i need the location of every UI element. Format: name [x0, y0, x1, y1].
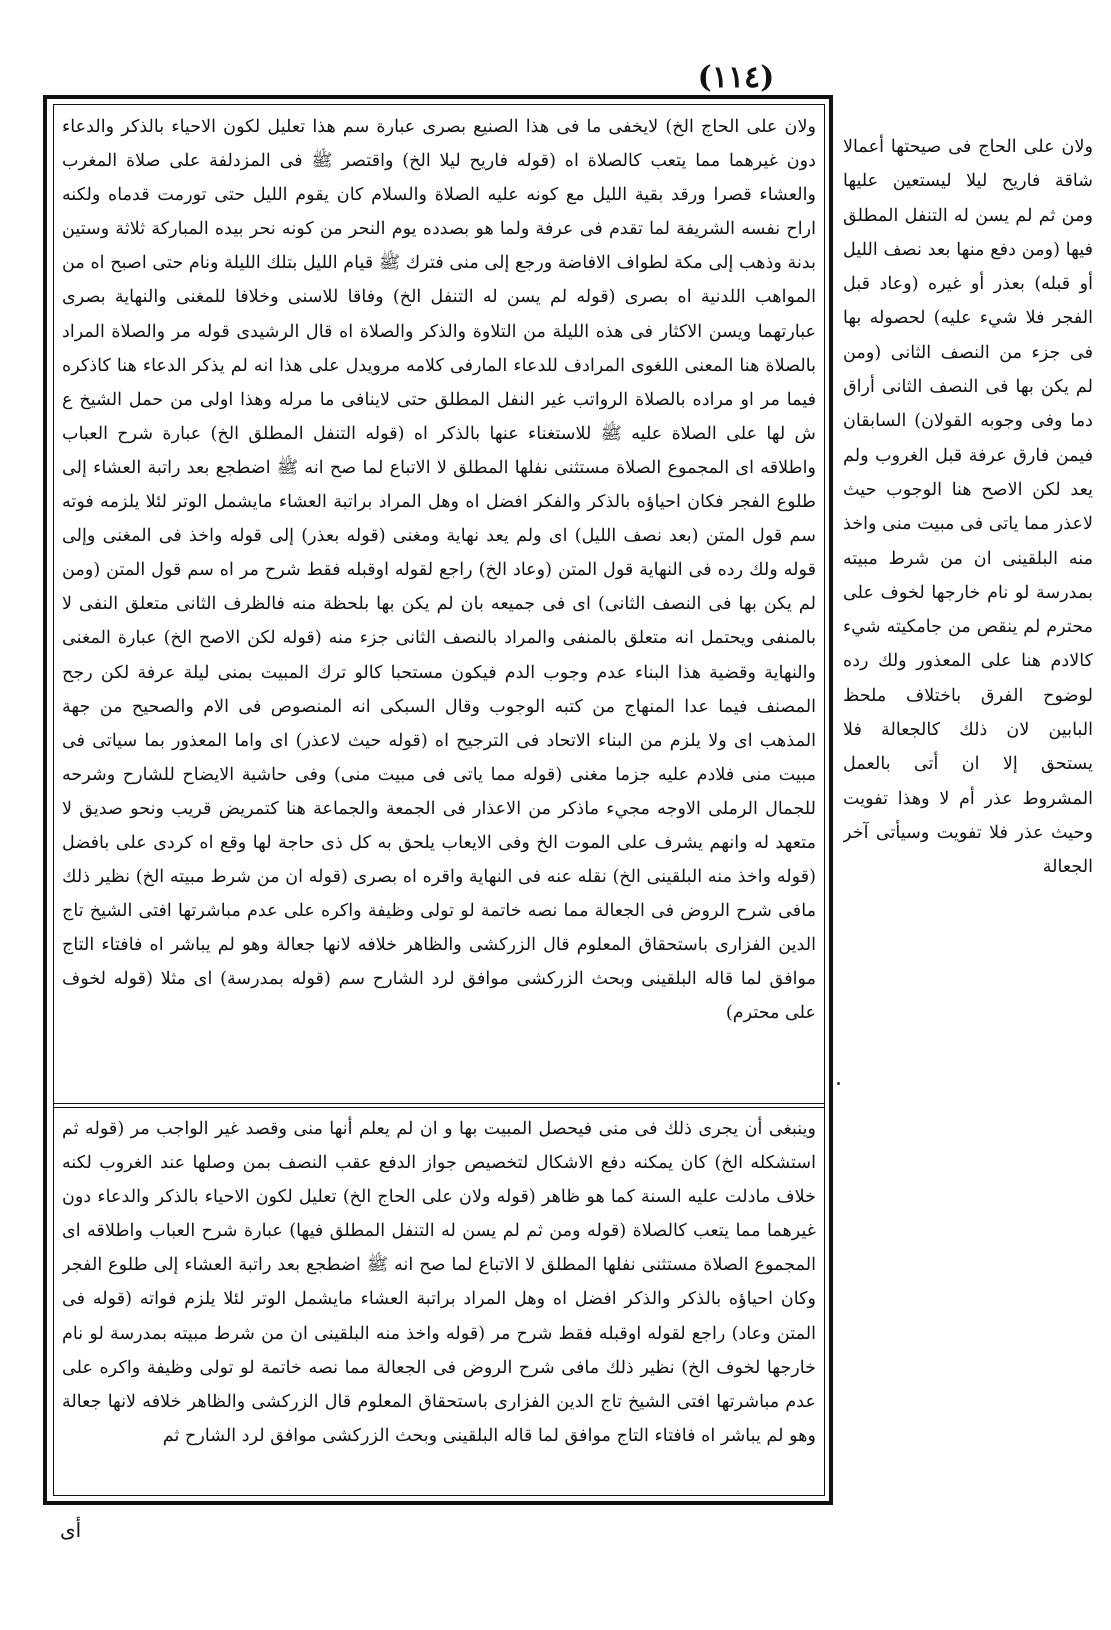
page-number: (١١٤)	[697, 60, 775, 95]
footnote-separator-line	[53, 1103, 825, 1104]
margin-base-text: ولان على الحاج فى صيحتها أعمالا شاقة فاريح ليلا ليستعين عليها ومن ثم لم يسن له التنفل المطلق فيها (ومن دفع منها بعد نصف الليل أو قبله) بعذر أو غيره (وعاد قبل الفجر فلا شيء عليه) لحصوله بها فى جزء من النصف الثانى (ومن لم يكن بها فى النصف الثانى أراق دما وفى وجوبه القولان) السابقان فيمن فارق عرفة قبل الغروب ولم يعد لكن الاصح هنا الوجوب حيث لاعذر مما ياتى فى مبيت منى واخذ منه البلقينى ان من شرط مبيته بمدرسة لو نام خارجها لخوف على محترم لم ينقص من جامكيته شيء كالادم هنا على المعذور ولك رده لوضوح الفرق باختلاف ملحظ البابين لان ذلك كالجعالة فلا يستحق إلا ان أتى بالعمل المشروط عذر أم لا وهذا تفويت وحيث عذر فلا تفويت وسيأتى آخر الجعالة	[843, 137, 1093, 878]
footnote-separator-line-2	[53, 1107, 825, 1108]
catchword: أى	[60, 1518, 82, 1542]
commentary-main-text: ولان على الحاج الخ) لايخفى ما فى هذا الصنيع بصرى عبارة سم هذا تعليل لكون الاحياء بالذكر والدعاء دون غيرهما مما يتعب كالصلاة اه (قوله فاريح ليلا الخ) واقتصر ﷺ فى المزدلفة على صلاة المغرب والعشاء قصرا ورقد بقية الليل مع كونه عليه الصلاة والسلام كان يقوم الليل حتى تورمت قدماه ولكنه اراح نفسه الشريفة لما تقدم فى عرفة ولما هو بصدده يوم النحر من كونه نحر بيده المباركة ثلاثة وستين بدنة وذهب إلى مكة لطواف الافاضة ورجع إلى منى فترك ﷺ قيام الليل بتلك الليلة ونام حتى اصبح اه من المواهب اللدنية اه بصرى (قوله لم يسن له التنفل الخ) وفاقا للاسنى وخلافا للمغنى والنهاية بصرى عبارتهما ويسن الاكثار فى هذه الليلة من التلاوة والذكر والصلاة اه قال الرشيدى قوله مر والصلاة المراد بالصلاة هنا المعنى اللغوى المرادف للدعاء المارفى كلامه مرويدل على هذا انه لم يذكر الدعاء هنا كاذكره فيما مر او مراده بالصلاة الرواتب غير النفل المطلق حتى لاينافى ما مرله وهذا اولى من حمل الشيخ ع ش لها على الصلاة عليه ﷺ للاستغناء عنها بالذكر اه (قوله التنفل المطلق الخ) عبارة شرح العباب واطلاقه اى المجموع الصلاة مستثنى نفلها المطلق لا الاتباع لما صح انه ﷺ اضطجع بعد راتبة العشاء إلى طلوع الفجر فكان احياؤه بالذكر والفكر افضل اه وهل المراد براتبة العشاء مايشمل الوتر لئلا يلزمه فوته سم قول المتن (بعد نصف الليل) اى ولم يعد نهاية ومغنى (قوله بعذر) إلى قوله واخذ فى المغنى وإلى قوله ولك رده فى النهاية قول المتن (وعاد الخ) راجع لقوله اوقبله فقط شرح مر اه سم قول المتن (ومن لم يكن بها فى النصف الثانى) اى فى جميعه بان لم يكن بها بلحظة منه فالظرف الثانى متعلق النفى لا بالمنفى ويحتمل انه متعلق بالمنفى والمراد بالنصف الثانى جزء منه (قوله لكن الاصح الخ) عبارة المغنى والنهاية وقضية هذا البناء عدم وجوب الدم فيكون مستحبا كالو ترك المبيت بمنى ليلة عرفة لكن رجح المصنف فيما عدا المنهاج من كتبه الوجوب وقال السبكى انه المنصوص فى الام والصحيح من جهة المذهب اى ولا يلزم من البناء الاتحاد فى الترجيح اه (قوله حيث لاعذر) اى واما المعذور بما سياتى فى مبيت منى فلادم عليه جزما مغنى (قوله مما ياتى فى مبيت منى) وفى حاشية الايضاح للشارح وشرحه للجمال الرملى الاوجه مجيء ماذكر من الاعذار فى الجمعة والجماعة هنا كتمريض قريب ونحو صديق لا متعهد له وانهم يشرف على الموت الخ وفى الايعاب يلحق به كل ذى حاجة لها وقع اه كردى على بافضل (قوله واخذ منه البلقينى الخ) نقله عنه فى النهاية واقره اه بصرى (قوله ان من شرط مبيته الخ) نظير ذلك مافى شرح الروض فى الجعالة مما نصه خاتمة لو تولى وظيفة واكره على عدم مباشرتها افتى الشيخ تاج الدين الفزارى باستحقاق المعلوم قال الزركشى والظاهر خلافه لانها جعالة وهو لم يباشر اه فافتاء التاج موافق لما قاله البلقينى وبحث الزركشى موافق لرد الشارح سم (قوله بمدرسة) اى مثلا (قوله لخوف على محترم)	[62, 117, 816, 1024]
footnote-text: وينبغى أن يجرى ذلك فى منى فيحصل المبيت بها و ان لم يعلم أنها منى وقصد غير الواجب مر (قوله ثم استشكله الخ) كان يمكنه دفع الاشكال لتخصيص جواز الدفع عقب النصف بمن وصلها عند الغروب لكنه خلاف مادلت عليه السنة كما هو ظاهر (قوله ولان على الحاج الخ) تعليل لكون الاحياء بالذكر والدعاء دون غيرهما مما يتعب كالصلاة (قوله ومن ثم لم يسن له التنفل المطلق فيها) عبارة شرح العباب واطلاقه اى المجموع الصلاة مستثنى نفلها المطلق لا الاتباع لما صح انه ﷺ اضطجع بعد راتبة العشاء إلى طلوع الفجر وكان احياؤه بالذكر والذكر افضل اه وهل المراد براتبة العشاء مايشمل الوتر لئلا يلزم فواته (قوله فى المتن وعاد) راجع لقوله اوقبله فقط شرح مر (قوله واخذ منه البلقينى ان من شرط مبيته بمدرسة لو نام خارجها لخوف الخ) نظير ذلك مافى شرح الروض فى الجعالة مما نصه خاتمة لو تولى وظيفة واكره على عدم مباشرتها افتى الشيخ تاج الدين الفزارى باستحقاق المعلوم قال الزركشى والظاهر خلافه لانها جعالة وهو لم يباشر اه فافتاء التاج موافق لما قاله البلقينى وبحث الزركشى موافق لرد الشارح ثم	[62, 1119, 816, 1446]
ink-dot	[837, 1082, 840, 1085]
